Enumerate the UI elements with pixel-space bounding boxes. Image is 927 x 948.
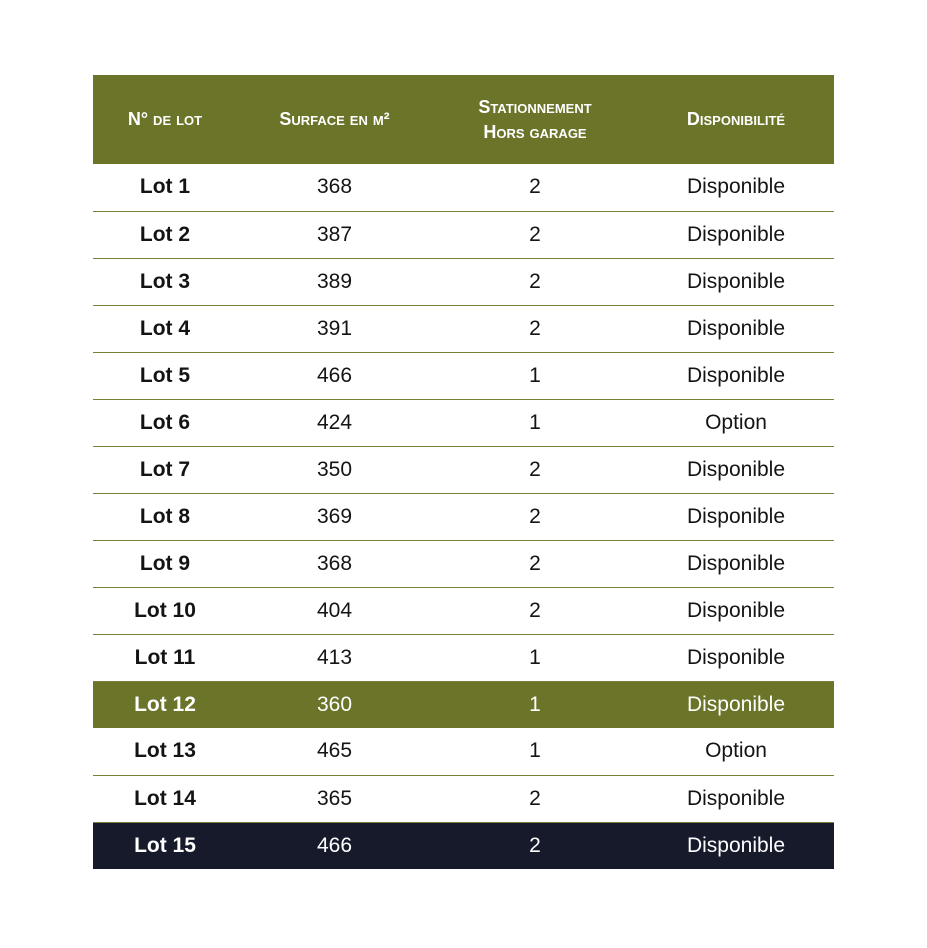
cell-surface: 466 <box>237 352 432 399</box>
header-parking-line2: Hors garage <box>483 121 587 142</box>
cell-lot-number: Lot 8 <box>93 493 237 540</box>
table-row <box>93 540 834 587</box>
cell-parking: 2 <box>432 305 638 352</box>
cell-surface: 368 <box>237 540 432 587</box>
header-surface: Surface en m² <box>279 109 390 129</box>
cell-lot-number: Lot 1 <box>93 164 237 211</box>
cell-lot-number: Lot 2 <box>93 211 237 258</box>
table-row <box>93 822 834 869</box>
cell-availability: Disponible <box>686 833 786 857</box>
cell-surface: 369 <box>237 493 432 540</box>
cell-availability: Disponible <box>638 211 834 258</box>
table-row <box>93 305 834 352</box>
cell-lot-number: Lot 9 <box>93 540 237 587</box>
cell-lot-number: Lot 4 <box>93 305 237 352</box>
cell-availability: Disponible <box>638 446 834 493</box>
cell-parking: 1 <box>529 692 541 716</box>
table-row <box>93 634 834 681</box>
cell-lot-number: Lot 13 <box>93 728 237 775</box>
cell-availability: Disponible <box>638 164 834 211</box>
cell-availability: Disponible <box>638 493 834 540</box>
cell-surface: 368 <box>237 164 432 211</box>
cell-lot-number: Lot 10 <box>93 587 237 634</box>
header-lot-number: N° de lot <box>127 109 203 129</box>
lots-table <box>93 75 834 869</box>
cell-surface: 391 <box>237 305 432 352</box>
table-row <box>93 728 834 775</box>
cell-parking: 2 <box>432 258 638 305</box>
table-row <box>93 446 834 493</box>
header-parking <box>432 75 638 164</box>
cell-surface: 387 <box>237 211 432 258</box>
cell-availability: Disponible <box>638 305 834 352</box>
cell-lot-number: Lot 5 <box>93 352 237 399</box>
header-row <box>93 75 834 164</box>
cell-lot-number: Lot 12 <box>134 692 196 716</box>
cell-lot-number: Lot 15 <box>134 833 196 857</box>
cell-surface: 360 <box>316 692 353 716</box>
cell-parking: 2 <box>432 164 638 211</box>
table-row <box>93 681 834 728</box>
cell-surface: 465 <box>237 728 432 775</box>
cell-availability: Disponible <box>638 634 834 681</box>
cell-availability: Disponible <box>638 540 834 587</box>
table-row <box>93 775 834 822</box>
cell-parking: 2 <box>432 775 638 822</box>
table-row <box>93 258 834 305</box>
table-row <box>93 164 834 211</box>
cell-surface: 389 <box>237 258 432 305</box>
cell-surface: 404 <box>237 587 432 634</box>
cell-surface: 424 <box>237 399 432 446</box>
cell-lot-number: Lot 7 <box>93 446 237 493</box>
cell-surface: 466 <box>316 833 353 857</box>
table-row <box>93 587 834 634</box>
cell-parking: 1 <box>432 634 638 681</box>
cell-lot-number: Lot 14 <box>93 775 237 822</box>
cell-availability: Disponible <box>638 258 834 305</box>
table-row <box>93 399 834 446</box>
cell-surface: 413 <box>237 634 432 681</box>
cell-parking: 2 <box>432 587 638 634</box>
cell-parking: 2 <box>529 833 541 857</box>
cell-availability: Disponible <box>686 692 786 716</box>
cell-availability: Option <box>638 399 834 446</box>
header-parking-line1: Stationnement <box>478 96 592 117</box>
table-row <box>93 493 834 540</box>
table-row <box>93 211 834 258</box>
cell-parking: 2 <box>432 211 638 258</box>
cell-parking: 2 <box>432 446 638 493</box>
cell-availability: Option <box>638 728 834 775</box>
cell-lot-number: Lot 11 <box>93 634 237 681</box>
table-body <box>93 164 834 869</box>
cell-availability: Disponible <box>638 775 834 822</box>
header-availability: Disponibilité <box>686 109 786 129</box>
cell-parking: 2 <box>432 540 638 587</box>
cell-availability: Disponible <box>638 352 834 399</box>
cell-surface: 365 <box>237 775 432 822</box>
cell-parking: 1 <box>432 352 638 399</box>
cell-lot-number: Lot 3 <box>93 258 237 305</box>
cell-parking: 2 <box>432 493 638 540</box>
table-header <box>93 75 834 164</box>
table-row <box>93 352 834 399</box>
cell-parking: 1 <box>432 399 638 446</box>
cell-parking: 1 <box>432 728 638 775</box>
cell-lot-number: Lot 6 <box>93 399 237 446</box>
cell-availability: Disponible <box>638 587 834 634</box>
cell-surface: 350 <box>237 446 432 493</box>
